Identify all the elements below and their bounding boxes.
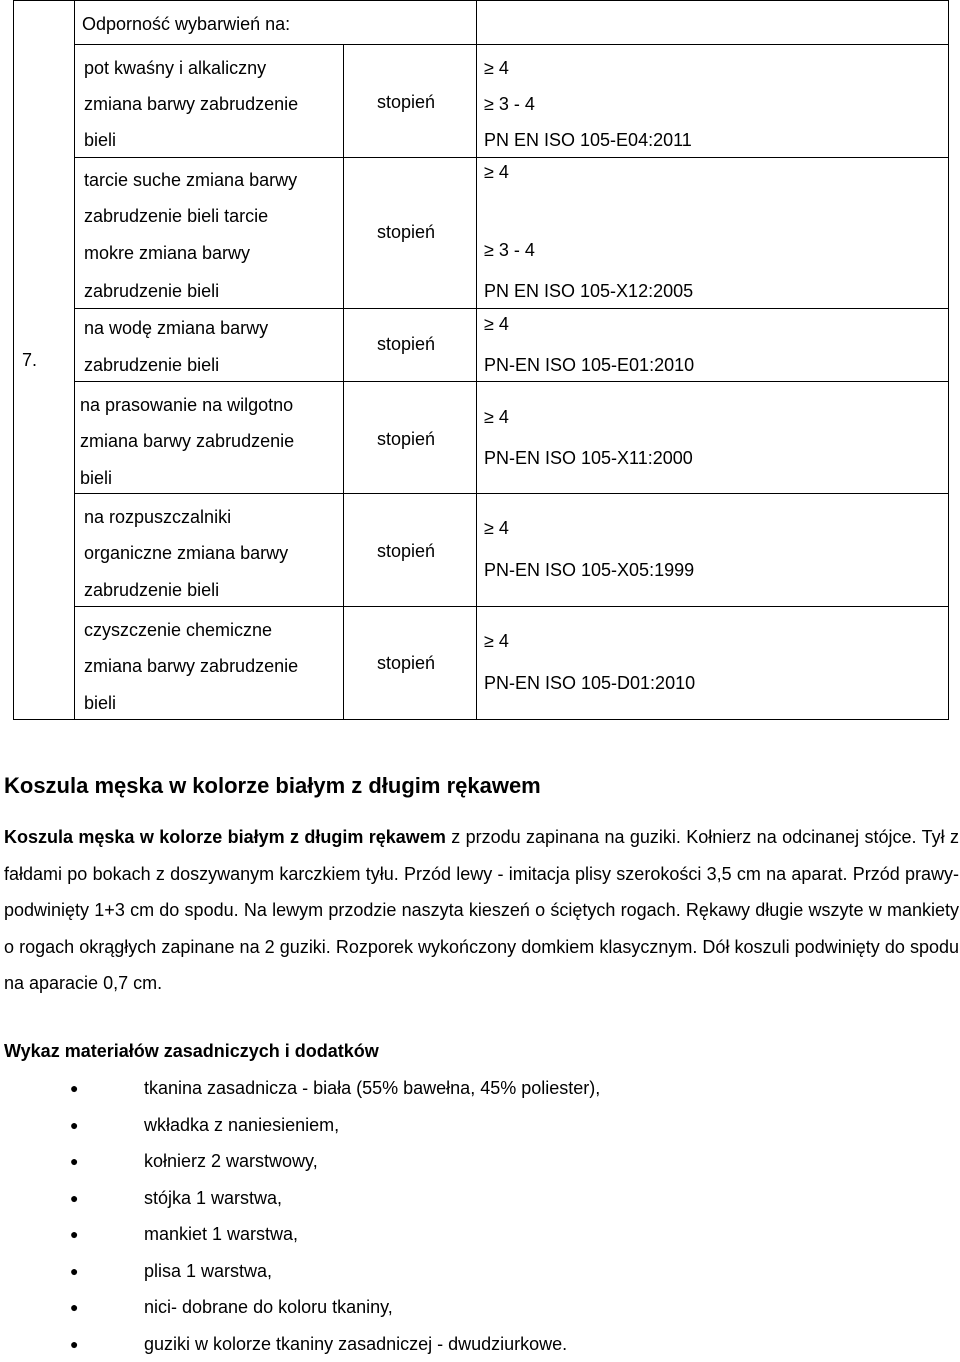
table-border [74,381,949,382]
list-item-text: wkładka z naniesieniem, [144,1107,339,1144]
standard-cell: PN EN ISO 105-E04:2011 [484,130,692,150]
list-item-text: guziki w kolorze tkaniny zasadniczej - dwudziurkowe. [144,1326,567,1362]
table-border [476,0,477,720]
bullet-icon: ● [70,1216,78,1253]
section-title: Koszula męska w kolorze białym z długim rękawem [4,772,541,800]
table-border [13,0,949,1]
value-cell: ≥ 4 [484,162,509,182]
property-line: bieli [84,693,116,713]
bullet-icon: ● [70,1253,78,1290]
bullet-icon: ● [70,1143,78,1180]
value-cell: ≥ 3 - 4 [484,94,535,114]
table-border [74,493,949,494]
property-line: zabrudzenie bieli tarcie [84,206,268,226]
unit-cell: stopień [377,541,435,561]
property-line: zabrudzenie bieli [84,281,219,301]
list-item-text: tkanina zasadnicza - biała (55% bawełna, 45% poliester), [144,1070,600,1107]
table-border [74,0,75,720]
description-bold: Koszula męska w kolorze białym z długim rękawem [4,827,446,847]
property-line: bieli [80,468,112,488]
table-border [343,45,344,720]
value-cell: ≥ 3 - 4 [484,240,535,260]
table-border [74,44,949,45]
property-line: zmiana barwy zabrudzenie [84,656,298,676]
value-cell: ≥ 4 [484,314,509,334]
bullet-icon: ● [70,1289,78,1326]
standard-cell: PN-EN ISO 105-E01:2010 [484,355,694,375]
property-line: czyszczenie chemiczne [84,620,272,640]
property-line: tarcie suche zmiana barwy [84,170,297,190]
list-item-text: plisa 1 warstwa, [144,1253,272,1290]
list-item-text: kołnierz 2 warstwowy, [144,1143,318,1180]
bullet-icon: ● [70,1180,78,1217]
standard-cell: PN-EN ISO 105-D01:2010 [484,673,695,693]
property-line: na wodę zmiana barwy [84,318,268,338]
property-line: na prasowanie na wilgotno [80,395,293,415]
table-border [13,0,14,720]
table-border [74,157,949,158]
table-header: Odporność wybarwień na: [82,14,290,34]
unit-cell: stopień [377,92,435,112]
standard-cell: PN-EN ISO 105-X11:2000 [484,448,693,468]
bullet-icon: ● [70,1107,78,1144]
materials-heading: Wykaz materiałów zasadniczych i dodatków [4,1040,379,1062]
value-cell: ≥ 4 [484,58,509,78]
table-border [74,308,949,309]
description-text: z przodu zapinana na guziki. Kołnierz na odcinanej stójce. Tył z fałdami po bokach z doszywanym karczkiem tyłu. Przód lewy - imitacja plisy szerokości 3,5 cm na aparat. Przód prawy- podwinięty 1+3 cm do spodu. Na lewym przodzie naszyta kieszeń o ściętych rogach. Rękawy długie wszyte w mankiety o rogach okrągłych zapinane na 2 guziki. Rozporek wykończony domkiem klasycznym. Dół koszuli podwinięty do spodu na aparacie 0,7 cm. [4,827,959,993]
value-cell: ≥ 4 [484,631,509,651]
table-border [74,606,949,607]
table-border [13,719,949,720]
row-number: 7. [22,350,37,370]
bullet-icon: ● [70,1326,78,1362]
unit-cell: stopień [377,429,435,449]
bullet-icon: ● [70,1070,78,1107]
property-line: organiczne zmiana barwy [84,543,288,563]
standard-cell: PN-EN ISO 105-X05:1999 [484,560,694,580]
value-cell: ≥ 4 [484,407,509,427]
unit-cell: stopień [377,653,435,673]
property-line: mokre zmiana barwy [84,243,250,263]
property-line: pot kwaśny i alkaliczny [84,58,266,78]
list-item-text: nici- dobrane do koloru tkaniny, [144,1289,393,1326]
property-line: zabrudzenie bieli [84,580,219,600]
list-item-text: mankiet 1 warstwa, [144,1216,298,1253]
property-line: zmiana barwy zabrudzenie [84,94,298,114]
unit-cell: stopień [377,334,435,354]
unit-cell: stopień [377,222,435,242]
table-border [948,0,949,720]
property-line: na rozpuszczalniki [84,507,231,527]
description-paragraph [4,819,959,1002]
property-line: bieli [84,130,116,150]
property-line: zabrudzenie bieli [84,355,219,375]
property-line: zmiana barwy zabrudzenie [80,431,294,451]
list-item-text: stójka 1 warstwa, [144,1180,282,1217]
value-cell: ≥ 4 [484,518,509,538]
standard-cell: PN EN ISO 105-X12:2005 [484,281,693,301]
